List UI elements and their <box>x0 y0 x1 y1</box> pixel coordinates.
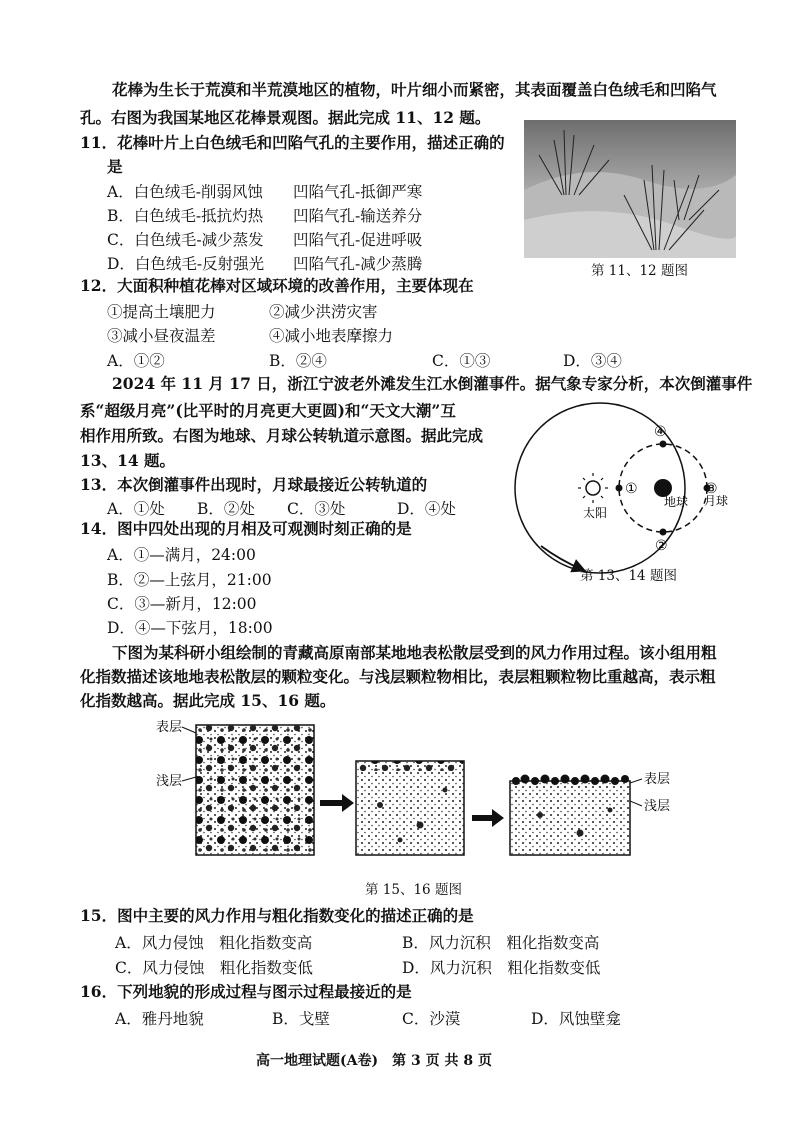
soil-surface-label-right: 表层 <box>644 772 671 787</box>
q14-option-d: D．④—下弦月，18:00 <box>107 619 273 637</box>
earth-label: 地球 <box>664 495 689 509</box>
photo-caption: 第 11、12 题图 <box>591 263 688 279</box>
q12-item-3: ③减小昼夜温差 <box>107 327 216 345</box>
q13-option-b: B．②处 <box>197 500 255 518</box>
q11-stem-line1: 11．花棒叶片上白色绒毛和凹陷气孔的主要作用，描述正确的 <box>80 133 505 152</box>
intro1-line1: 花棒为生长于荒漠和半荒漠地区的植物，叶片细小而紧密，其表面覆盖白色绒毛和凹陷气 <box>112 80 717 99</box>
q13-option-a: A．①处 <box>107 500 165 518</box>
q16-option-d: D．风蚀壁龛 <box>531 1010 621 1028</box>
q14-stem: 14．图中四处出现的月相及可观测时刻正确的是 <box>80 519 412 538</box>
soil-stage-3 <box>510 775 630 856</box>
intro3-line2: 化指数描述该地地表松散层的颗粒变化。与浅层颗粒物相比，表层粗颗粒物比重越高，表示粗 <box>80 667 716 686</box>
intro2-line1: 2024 年 11 月 17 日，浙江宁波老外滩发生江水倒灌事件。据气象专家分析，本次倒灌事件 <box>112 374 753 393</box>
orbit-direction-arrow <box>541 546 583 570</box>
moon-label: 月球 <box>704 494 729 508</box>
intro2-line2: 系“超级月亮”(比平时的月亮更大更圆)和“天文大潮”互 <box>80 401 456 420</box>
position-2: ② <box>655 538 668 554</box>
intro2-line3: 相作用所致。右图为地球、月球公转轨道示意图。据此完成 <box>80 426 484 445</box>
soil-stage-1 <box>196 725 314 855</box>
soil-caption: 第 15、16 题图 <box>365 882 462 898</box>
sun-icon <box>578 473 608 503</box>
q13-stem: 13．本次倒灌事件出现时，月球最接近公转轨道的 <box>80 475 428 494</box>
q12-option-d: D．③④ <box>563 352 622 370</box>
q12-item-4: ④减小地表摩擦力 <box>269 327 394 345</box>
q12-item-1: ①提高土壤肥力 <box>107 303 216 321</box>
q13-option-d: D．④处 <box>397 500 456 518</box>
q15-option-a: A．风力侵蚀 粗化指数变高 <box>115 934 313 952</box>
position-3: ③ <box>705 481 718 497</box>
intro2-line4: 13、14 题。 <box>80 451 176 470</box>
q11-option-b-detail: 凹陷气孔-输送养分 <box>293 207 423 225</box>
q13-option-c: C．③处 <box>287 500 346 518</box>
soil-shallow-label-left: 浅层 <box>156 774 183 789</box>
soil-shallow-label-right: 浅层 <box>644 799 671 814</box>
q14-option-b: B．②—上弦月，21:00 <box>107 571 272 589</box>
q12-option-a: A．①② <box>107 352 165 370</box>
q11-option-a-detail: 凹陷气孔-抵御严寒 <box>293 183 423 201</box>
q11-option-c: C．白色绒毛-减少蒸发 <box>107 231 264 249</box>
flower-stick-photo <box>524 120 736 258</box>
process-arrow-1 <box>320 794 354 812</box>
q11-option-c-detail: 凹陷气孔-促进呼吸 <box>293 231 423 249</box>
q11-option-d-detail: 凹陷气孔-减少蒸腾 <box>293 255 423 273</box>
q15-option-d: D．风力沉积 粗化指数变低 <box>402 959 601 977</box>
sun-label: 太阳 <box>583 506 608 520</box>
q16-option-c: C．沙漠 <box>402 1010 461 1028</box>
q11-option-d: D．白色绒毛-反射强光 <box>107 255 265 273</box>
position-4: ④ <box>654 424 667 440</box>
q12-option-c: C．①③ <box>432 352 491 370</box>
q12-option-b: B．②④ <box>269 352 327 370</box>
intro3-line1: 下图为某科研小组绘制的青藏高原南部某地地表松散层受到的风力作用过程。该小组用粗 <box>112 643 717 662</box>
q11-stem-line2: 是 <box>107 157 123 176</box>
orbit-diagram <box>505 400 765 590</box>
q15-stem: 15．图中主要的风力作用与粗化指数变化的描述正确的是 <box>80 906 474 925</box>
intro1-line2: 孔。右图为我国某地区花棒景观图。据此完成 11、12 题。 <box>80 108 491 127</box>
q15-option-b: B．风力沉积 粗化指数变高 <box>402 934 600 952</box>
soil-diagram <box>150 715 690 865</box>
q12-item-2: ②减少洪涝灾害 <box>269 303 378 321</box>
q11-option-a: A．白色绒毛-削弱风蚀 <box>107 183 263 201</box>
q16-option-b: B．戈壁 <box>272 1010 330 1028</box>
q11-option-b: B．白色绒毛-抵抗灼热 <box>107 207 264 225</box>
intro3-line3: 化指数越高。据此完成 15、16 题。 <box>80 691 336 710</box>
q14-option-c: C．③—新月，12:00 <box>107 595 257 613</box>
q16-option-a: A．雅丹地貌 <box>115 1010 204 1028</box>
q15-option-c: C．风力侵蚀 粗化指数变低 <box>115 959 313 977</box>
q14-option-a: A．①—满月，24:00 <box>107 546 256 564</box>
orbit-caption: 第 13、14 题图 <box>580 568 677 584</box>
q12-stem: 12．大面积种植花棒对区域环境的改善作用，主要体现在 <box>80 276 474 295</box>
page-footer: 高一地理试题(A卷) 第 3 页 共 8 页 <box>256 1053 492 1069</box>
q16-stem: 16．下列地貌的形成过程与图示过程最接近的是 <box>80 982 412 1001</box>
process-arrow-2 <box>472 809 504 827</box>
position-1: ① <box>625 481 638 497</box>
soil-stage-2 <box>356 761 464 855</box>
soil-surface-label-left: 表层 <box>156 720 183 735</box>
